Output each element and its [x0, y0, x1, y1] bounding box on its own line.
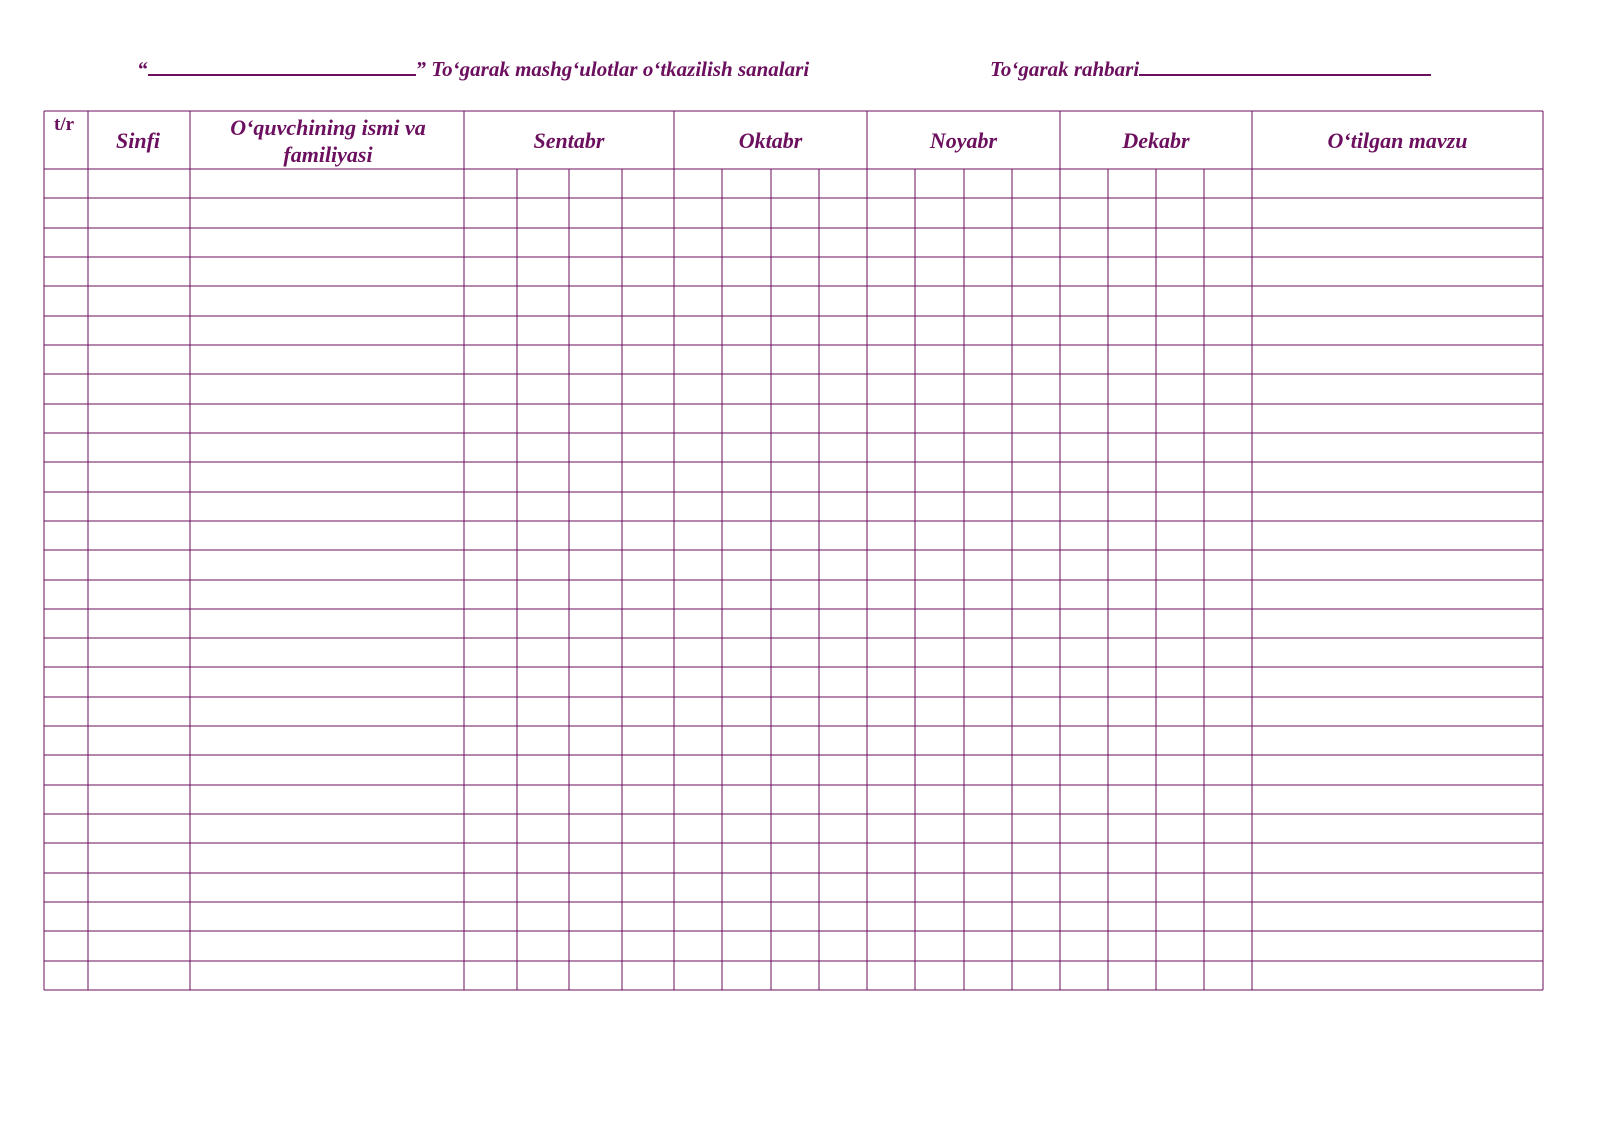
col-header-oktabr: Oktabr: [738, 128, 803, 153]
open-quote: “: [137, 57, 148, 81]
table-grid-lines: [44, 111, 1543, 990]
col-header-class: Sinfi: [115, 128, 161, 153]
col-header-sentabr: Sentabr: [533, 128, 605, 153]
col-header-topic: O‘tilgan mavzu: [1327, 128, 1468, 153]
col-header-tr: t/r: [54, 114, 75, 135]
col-header-name: O‘quvchining ismi va familiyasi: [230, 114, 426, 167]
title-text: ” To‘garak mashg‘ulotlar o‘tkazilish sanalari: [415, 57, 810, 81]
leader-label: To‘garak rahbari: [990, 57, 1140, 81]
col-header-noyabr: Noyabr: [929, 128, 998, 153]
col-header-dekabr: Dekabr: [1122, 128, 1190, 153]
